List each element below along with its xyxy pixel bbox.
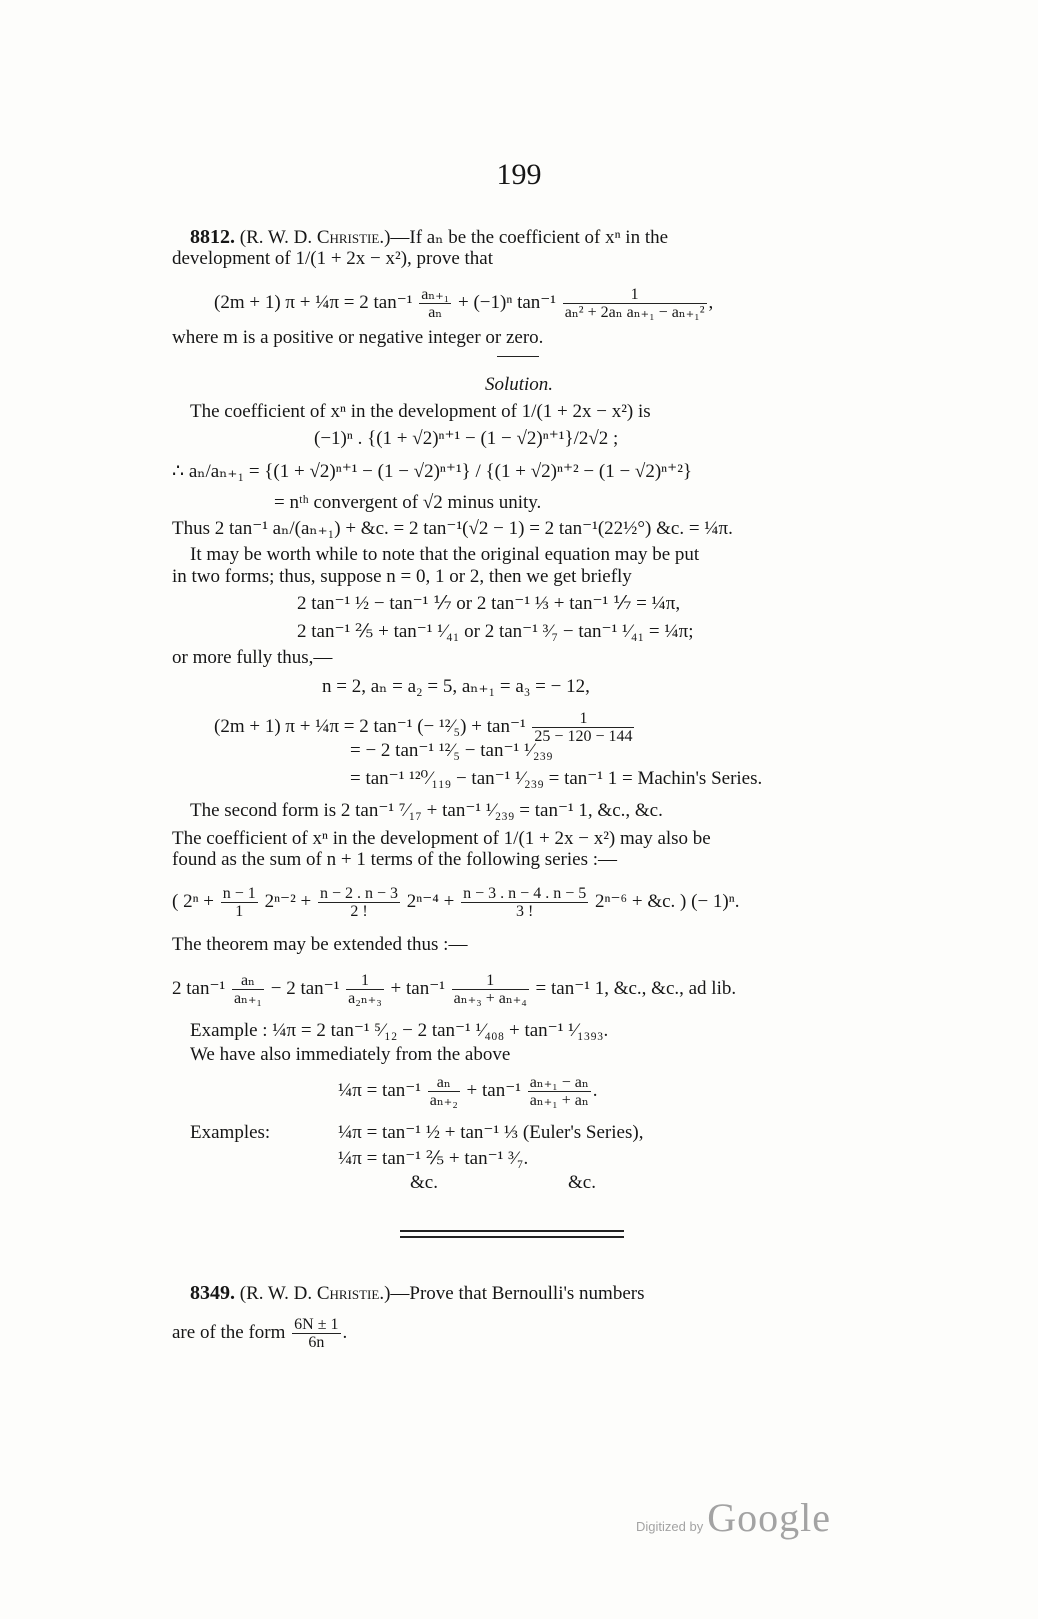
solution-line: = − 2 tan⁻¹ ¹²⁄₅ − tan⁻¹ ¹⁄₂₃₉ [350, 740, 553, 761]
problem-statement: —Prove that Bernoulli's numbers [390, 1283, 645, 1304]
solution-line: &c. [410, 1172, 438, 1193]
solution-line: found as the sum of n + 1 terms of the following series :— [172, 849, 618, 870]
solution-line: (2m + 1) π + ¼π = 2 tan⁻¹ (− ¹²⁄₅) + tan⁻¹ $\frac{1}{25 - 120 - 144}$ [214, 710, 633, 745]
fraction: $\frac{\text{aₙ}}{\text{aₙ₊₂}}$ [429, 1074, 458, 1109]
problem-8812-line1 [190, 226, 668, 249]
double-rule-bottom [400, 1236, 624, 1238]
fraction: $\frac{n - 1}{1}$ [222, 885, 256, 920]
formula-mid: + (−1)ⁿ tan⁻¹ [458, 291, 557, 313]
solution-line: = tan⁻¹ ¹²⁰⁄₁₁₉ − tan⁻¹ ¹⁄₂₃₉ = tan⁻¹ 1 = Machin's Series. [350, 768, 763, 789]
solution-line: 2 tan⁻¹ ⅖ + tan⁻¹ ¹⁄₄₁ or 2 tan⁻¹ ³⁄₇ − tan⁻¹ ¹⁄₄₁ = ¼π; [297, 621, 694, 642]
fraction: $\frac{1}{\text{a₂ₙ₊₃}}$ [348, 972, 382, 1007]
theorem-formula: 2 tan⁻¹ $\frac{\text{aₙ}}{\text{aₙ₊₁}}$ − 2 tan⁻¹ $\frac{1}{\text{a₂ₙ₊₃}}$ + tan⁻¹ $\frac{1}{\text{aₙ₊₃ + aₙ₊₄}}$ = tan⁻¹ 1, &c., &c., ad lib. [172, 972, 737, 1007]
solution-line: in two forms; thus, suppose n = 0, 1 or 2, then we get briefly [172, 566, 632, 587]
fraction: $\frac{n - 3 . n - 4 . n - 5}{3 !}$ [463, 885, 587, 920]
watermark-prefix: Digitized by [636, 1519, 704, 1534]
solution-line: &c. [568, 1172, 596, 1193]
page-number: 199 [496, 158, 542, 191]
solution-line: ∴ aₙ/aₙ₊₁ = {(1 + √2)ⁿ⁺¹ − (1 − √2)ⁿ⁺¹} / {(1 + √2)ⁿ⁺² − (1 − √2)ⁿ⁺²} [172, 461, 693, 482]
solution-line: Thus 2 tan⁻¹ aₙ/(aₙ₊₁) + &c. = 2 tan⁻¹(√2 − 1) = 2 tan⁻¹(22½°) &c. = ¼π. [172, 518, 733, 539]
problem-number: 8349. [190, 1282, 235, 1304]
solution-line: 2 tan⁻¹ ½ − tan⁻¹ ⅐ or 2 tan⁻¹ ⅓ + tan⁻¹ ⅐ = ¼π, [297, 593, 681, 614]
fraction: $\frac{\text{aₙ}}{\text{aₙ₊₁}}$ [233, 972, 262, 1007]
fraction: $\frac{\text{aₙ₊₁ − aₙ}}{\text{aₙ₊₁ + aₙ}}$ [529, 1074, 589, 1109]
problem-8812-line2: development of 1/(1 + 2x − x²), prove that [172, 248, 494, 269]
solution-line: Example : ¼π = 2 tan⁻¹ ⁵⁄₁₂ − 2 tan⁻¹ ¹⁄₄₀₈ + tan⁻¹ ¹⁄₁₃₉₃. [190, 1020, 609, 1041]
watermark [636, 1494, 831, 1541]
solution-line: or more fully thus,— [172, 647, 333, 668]
short-rule [497, 356, 539, 357]
solution-line: The theorem may be extended thus :— [172, 934, 468, 955]
solution-line: ¼π = tan⁻¹ ½ + tan⁻¹ ⅓ (Euler's Series), [338, 1122, 644, 1143]
fraction: $\frac{6N \pm 1}{6n}$ [294, 1316, 339, 1351]
fraction: $\frac{1}{\text{aₙ₊₃ + aₙ₊₄}}$ [453, 972, 527, 1007]
solution-line: (−1)ⁿ . {(1 + √2)ⁿ⁺¹ − (1 − √2)ⁿ⁺¹}/2√2 ; [314, 428, 619, 449]
problem-8349-line2: are of the form $\frac{6N \pm 1}{6n}$ . [172, 1316, 348, 1351]
solution-line: ¼π = tan⁻¹ ⅖ + tan⁻¹ ³⁄₇. [338, 1148, 529, 1169]
solution-heading: Solution. [484, 374, 554, 395]
problem-number: 8812. [190, 226, 235, 248]
fraction: $\frac{1}{\text{aₙ² + 2aₙ aₙ₊₁ − aₙ₊₁²}}$ [564, 286, 705, 321]
series-formula: ( 2ⁿ + $\frac{n - 1}{1}$ 2ⁿ⁻² + $\frac{n - 2 . n - 3}{2 !}$ 2ⁿ⁻⁴ + $\frac{n - 3 . n - 4 . n - 5}{3 !}$ 2ⁿ⁻⁶ + &c. ) (− 1)ⁿ. [172, 885, 740, 920]
solution-line: The coefficient of xⁿ in the development of 1/(1 + 2x − x²) may also be [172, 828, 711, 849]
where-line: where m is a positive or negative integer or zero. [172, 327, 544, 348]
problem-author: (R. W. D. Christie.) [239, 1283, 391, 1304]
solution-line: The second form is 2 tan⁻¹ ⁷⁄₁₇ + tan⁻¹ ¹⁄₂₃₉ = tan⁻¹ 1, &c., &c. [190, 800, 663, 821]
problem-author: (R. W. D. Christie.) [239, 227, 391, 248]
fraction: $\frac{\text{aₙ₊₁}}{\text{aₙ}}$ [421, 286, 450, 321]
solution-line: We have also immediately from the above [190, 1044, 511, 1065]
solution-line: = nᵗʰ convergent of √2 minus unity. [274, 492, 542, 513]
solution-line: It may be worth while to note that the original equation may be put [190, 544, 700, 565]
watermark-brand: Google [707, 1495, 831, 1540]
solution-line: The coefficient of xⁿ in the development of 1/(1 + 2x − x²) is [190, 401, 651, 422]
double-rule-top [400, 1230, 624, 1232]
formula-8812: (2m + 1) π + ¼π = 2 tan⁻¹ $\frac{\text{aₙ₊₁}}{\text{aₙ}}$ + (−1)ⁿ tan⁻¹ $\frac{1}{\text{aₙ² + 2aₙ aₙ₊₁ − aₙ₊₁²}}$ , [214, 286, 714, 321]
fraction: $\frac{n - 2 . n - 3}{2 !}$ [320, 885, 399, 920]
also-formula: ¼π = tan⁻¹ $\frac{\text{aₙ}}{\text{aₙ₊₂}}$ + tan⁻¹ $\frac{\text{aₙ₊₁ − aₙ}}{\text{aₙ₊₁ + aₙ}}$ . [338, 1074, 598, 1109]
problem-statement: —If aₙ be the coefficient of xⁿ in the [390, 227, 669, 248]
examples-label: Examples: [190, 1122, 271, 1143]
formula-lhs: (2m + 1) π + ¼π = 2 tan⁻¹ [214, 291, 413, 313]
fraction: $\frac{1}{25 - 120 - 144}$ [534, 710, 633, 745]
solution-line: n = 2, aₙ = a₂ = 5, aₙ₊₁ = a₃ = − 12, [322, 676, 590, 697]
problem-8349-line1 [190, 1282, 645, 1305]
